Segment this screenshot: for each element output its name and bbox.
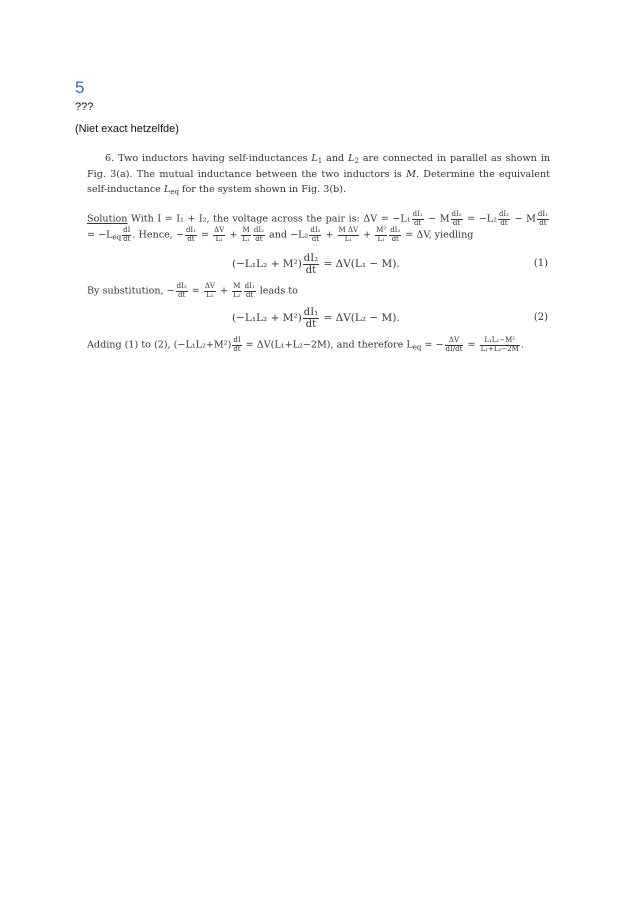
substitution-text: By substitution, − xyxy=(87,285,175,297)
equation-2 xyxy=(87,303,550,333)
symbol-leq: L xyxy=(163,183,171,195)
solution-text: − M xyxy=(511,213,536,225)
fraction-denominator: dI/dt xyxy=(445,344,463,353)
fraction-numerator: dI₂ xyxy=(176,282,187,291)
equation-right: = ΔV(L₁ − M). xyxy=(320,258,400,271)
final-text: = ΔV(L₁+L₂−2M), and therefore L xyxy=(242,339,413,351)
problem-text: for the system shown in Fig. 3(b). xyxy=(178,183,347,195)
fraction-denominator: dt xyxy=(413,218,422,227)
solution-text: − M xyxy=(424,213,450,225)
equation-1 xyxy=(87,249,550,279)
fraction-numerator: dI₂ xyxy=(310,226,321,235)
question-marks: ??? xyxy=(75,101,94,113)
solution-text: . Hence, − xyxy=(132,229,184,241)
symbol-l1: L xyxy=(311,153,318,164)
fraction xyxy=(122,227,131,243)
fraction-denominator: dt xyxy=(233,344,241,353)
problem-text: . Determine the equivalent self-inductance xyxy=(87,169,550,195)
solution-label: Solution xyxy=(87,213,128,225)
fraction xyxy=(303,307,319,330)
solution-text: With I = I₁ + I₂, the voltage across the pair is: ΔV = −L₁ xyxy=(127,213,411,225)
final-line xyxy=(87,337,550,355)
fraction-denominator: L₂ xyxy=(206,290,214,299)
fraction-denominator: dt xyxy=(391,234,399,243)
fraction xyxy=(451,211,463,227)
fraction-denominator: L₁ xyxy=(215,234,223,243)
fraction-numerator: M ΔV xyxy=(338,226,359,235)
fraction-numerator: dI₁ xyxy=(244,282,255,291)
fraction-denominator: dt xyxy=(178,290,186,299)
problem-paragraph xyxy=(87,152,550,199)
substitution-line xyxy=(87,283,550,299)
fraction xyxy=(241,227,250,243)
fraction xyxy=(244,283,256,299)
section-number: 5 xyxy=(75,78,85,97)
fraction xyxy=(480,337,520,353)
solution-text: = xyxy=(198,229,213,241)
equation-right: = ΔV(L₂ − M). xyxy=(320,312,400,325)
subscript: 1 xyxy=(317,157,323,165)
fraction-denominator: dt xyxy=(500,218,508,227)
fraction-numerator: ΔV xyxy=(204,282,215,291)
fraction-denominator: dt xyxy=(305,264,317,276)
fraction-numerator: dI xyxy=(233,336,241,345)
fraction xyxy=(232,337,241,353)
solution-text: + xyxy=(226,229,241,241)
fraction-numerator: dI₂ xyxy=(498,210,510,219)
period: . xyxy=(520,339,524,351)
symbol-m: M xyxy=(406,169,416,181)
subscript: 2 xyxy=(354,157,359,165)
fraction xyxy=(389,227,401,243)
final-text: Adding (1) to (2), (−L₁L₂+M²) xyxy=(87,339,232,351)
fraction-denominator: dt xyxy=(245,290,254,299)
fraction-numerator: M xyxy=(242,226,250,235)
fraction xyxy=(303,253,319,276)
substitution-text: = xyxy=(188,285,203,297)
solution-text: = −L₂ xyxy=(463,213,497,225)
fraction-numerator: dI₂ xyxy=(451,210,462,219)
fraction xyxy=(213,227,225,243)
equation-left: (−L₁L₂ + M²) xyxy=(232,312,302,325)
substitution-text: + xyxy=(217,285,232,297)
fraction-denominator: L₁+L₂−2M xyxy=(480,344,519,353)
problem-text: and xyxy=(322,153,349,164)
fraction-numerator: M² xyxy=(376,226,387,235)
fraction-denominator: dt xyxy=(255,234,263,243)
fraction xyxy=(445,337,464,353)
fraction-numerator: dI₂ xyxy=(390,226,401,235)
fraction-numerator: dI₂ xyxy=(253,226,264,235)
fraction xyxy=(232,283,241,299)
fraction-denominator: dt xyxy=(187,234,195,243)
fraction xyxy=(537,211,549,227)
fraction-denominator: L₁ xyxy=(377,234,385,243)
equation-number: (2) xyxy=(533,312,548,324)
fraction xyxy=(309,227,321,243)
fraction-numerator: ΔV xyxy=(214,226,225,235)
fraction-denominator: L₁ xyxy=(242,234,250,243)
note-text: (Niet exact hetzelfde) xyxy=(75,123,179,135)
fraction xyxy=(176,283,188,299)
fraction xyxy=(253,227,265,243)
final-text: = − xyxy=(421,339,444,351)
fraction-numerator: dI₁ xyxy=(412,210,423,219)
solution-text: + xyxy=(360,229,375,241)
fraction-denominator: dt xyxy=(539,218,547,227)
fraction-denominator: L₂ xyxy=(233,290,241,299)
substitution-text: leads to xyxy=(256,285,298,297)
equation-body xyxy=(232,249,400,279)
problem-text: 6. Two inductors having self-inductances xyxy=(105,153,312,164)
fraction-numerator: dI₂ xyxy=(303,252,319,264)
fraction-numerator: dI₁ xyxy=(537,210,548,219)
equation-body xyxy=(232,303,400,333)
fraction xyxy=(185,227,197,243)
fraction-denominator: dt xyxy=(305,318,317,330)
solution-text: = ΔV, yiedling xyxy=(402,229,474,241)
fraction-numerator: dI xyxy=(123,226,131,235)
equation-left: (−L₁L₂ + M²) xyxy=(232,258,302,271)
fraction-numerator: dI₁ xyxy=(303,306,319,318)
scanned-excerpt xyxy=(87,152,550,359)
fraction-denominator: dt xyxy=(452,218,461,227)
fraction xyxy=(204,283,216,299)
fraction-numerator: L₁L₂−M² xyxy=(480,337,520,346)
fraction xyxy=(412,211,424,227)
fraction xyxy=(338,227,360,243)
solution-paragraph xyxy=(87,211,550,245)
equation-number: (1) xyxy=(533,258,548,270)
fraction-numerator: dI₁ xyxy=(185,226,196,235)
problem-text: are connected in parallel as shown in Fig. 3(a). The mutual inductance between the two inductors is xyxy=(87,153,550,181)
fraction-denominator: dt xyxy=(123,234,131,243)
solution-text: and −L₂ xyxy=(265,229,309,241)
fraction-numerator: ΔV xyxy=(445,337,464,346)
subscript: eq xyxy=(412,343,422,352)
fraction xyxy=(498,211,510,227)
solution-text: + xyxy=(322,229,337,241)
solution-text: = −L xyxy=(87,229,113,241)
fraction-numerator: M xyxy=(233,282,241,291)
fraction xyxy=(375,227,387,243)
final-text: = xyxy=(464,339,479,351)
subscript: eq xyxy=(112,233,122,242)
symbol-l2: L xyxy=(348,153,355,164)
fraction-denominator: L₁ xyxy=(344,234,353,243)
subscript: eq xyxy=(170,187,179,196)
fraction-denominator: dt xyxy=(311,234,320,243)
